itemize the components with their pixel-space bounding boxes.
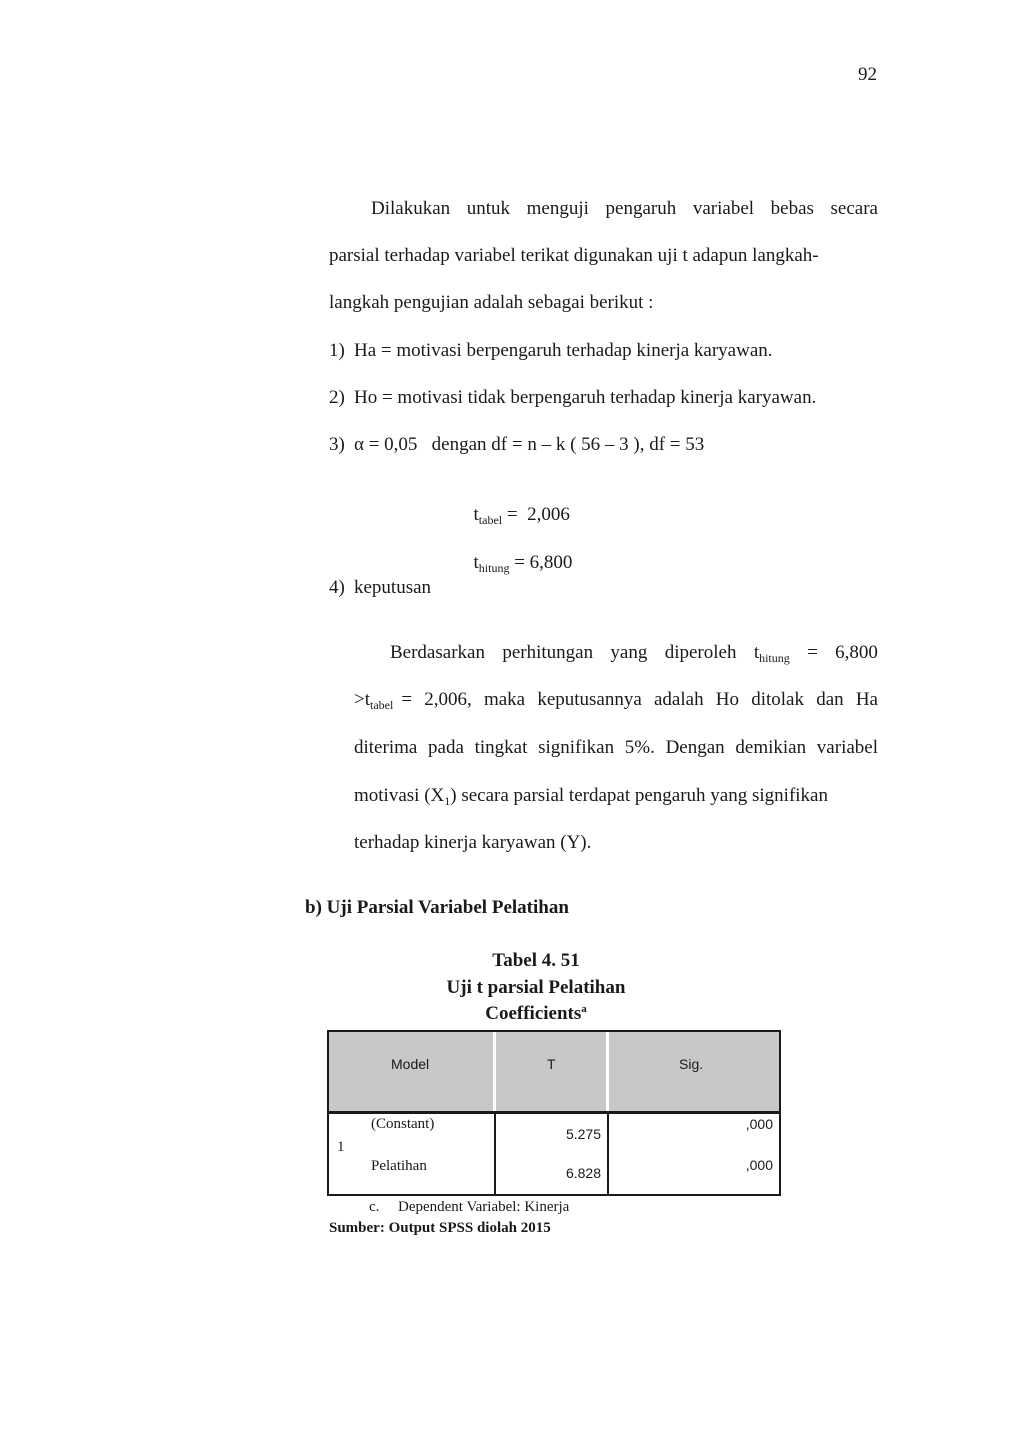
table-caption-coefficients: Coefficients$^a$ [485, 1003, 587, 1024]
header-divider [606, 1032, 609, 1112]
source-note: Sumber: Output SPSS diolah 2015 [329, 1220, 551, 1236]
t-hitung-formula [464, 530, 572, 575]
word: diperoleh [664, 642, 737, 663]
step-4-text: keputusan [354, 577, 432, 598]
step-3-text: α = 0,05 dengan df = n – k ( 56 – 3 ), df = 53 [354, 434, 705, 455]
intro-line-1 [371, 198, 878, 220]
word: pengaruh [605, 198, 677, 219]
row-label: (Constant) [371, 1116, 435, 1132]
header-t: T [547, 1056, 556, 1072]
coefficients-table [327, 1030, 781, 1196]
step-1-text: Ha = motivasi berpengaruh terhadap kinerja karyawan. [354, 340, 773, 361]
t-subscript: hitung [478, 561, 510, 575]
t-value-cell: 6.828 [565, 1165, 601, 1181]
page-number: 92 [858, 64, 877, 85]
decision-line-2 [354, 689, 878, 712]
decision-line-5: terhadap kinerja karyawan (Y). [354, 832, 592, 853]
word: Berdasarkan [390, 642, 485, 663]
footnote-text: Dependent Variabel: Kinerja [398, 1199, 570, 1215]
t-subscript: tabel [478, 513, 503, 527]
header-bottom-rule [329, 1111, 779, 1114]
decision-line-2-text: = 2,006, maka keputusannya adalah Ho ditolak dan Ha [401, 689, 878, 710]
intro-line-3: langkah pengujian adalah sebagai berikut : [329, 292, 654, 313]
word: secara [830, 198, 878, 219]
sig-value-cell: ,000 [745, 1116, 773, 1132]
word: yang [610, 642, 648, 663]
equals-sign: = [807, 642, 818, 663]
t-tabel-formula [464, 482, 570, 527]
t-tabel-term: $>t_{tabel}$ [354, 689, 394, 712]
t-value: = 6,800 [509, 552, 573, 573]
t-value-cell: 5.275 [565, 1126, 601, 1142]
word: variabel [692, 198, 755, 219]
t-symbol: t [473, 552, 479, 573]
footnote-letter: c. [369, 1199, 380, 1215]
table-caption-number: Tabel 4. 51 [492, 950, 580, 971]
table-caption-title: Uji t parsial Pelatihan [446, 977, 626, 998]
step-1-number: 1) [329, 340, 345, 361]
model-number: 1 [337, 1139, 345, 1155]
row-label: Pelatihan [371, 1158, 427, 1174]
step-3-number: 3) [329, 434, 345, 455]
intro-line-2: parsial terhadap variabel terikat digunakan uji t adapun langkah- [329, 245, 819, 266]
step-2-number: 2) [329, 387, 345, 408]
t-value: = 2,006 [502, 504, 570, 525]
table-header [329, 1032, 779, 1112]
step-4-number: 4) [329, 577, 345, 598]
t-hitung-value: 6,800 [835, 642, 878, 663]
body-divider [607, 1112, 609, 1194]
t-hitung-term: $t_{hitung}$ [753, 642, 790, 665]
step-2-text: Ho = motivasi tidak berpengaruh terhadap kinerja karyawan. [354, 387, 817, 408]
decision-line-1 [390, 642, 878, 665]
decision-line-4: motivasi $(X_1)$ secara parsial terdapat pengaruh yang signifikan [354, 785, 828, 808]
section-heading: b) Uji Parsial Variabel Pelatihan [305, 897, 569, 918]
decision-line-3: diterima pada tingkat signifikan 5%. Dengan demikian variabel [354, 737, 878, 758]
header-sig: Sig. [679, 1056, 704, 1072]
word: bebas [770, 198, 814, 219]
t-symbol: t [473, 504, 479, 525]
sig-value-cell: ,000 [745, 1157, 773, 1173]
word: untuk [466, 198, 511, 219]
header-divider [493, 1032, 496, 1112]
word: perhitungan [502, 642, 594, 663]
word: menguji [526, 198, 589, 219]
body-divider [494, 1112, 496, 1194]
word: Dilakukan [371, 198, 451, 219]
header-model: Model [391, 1056, 430, 1072]
